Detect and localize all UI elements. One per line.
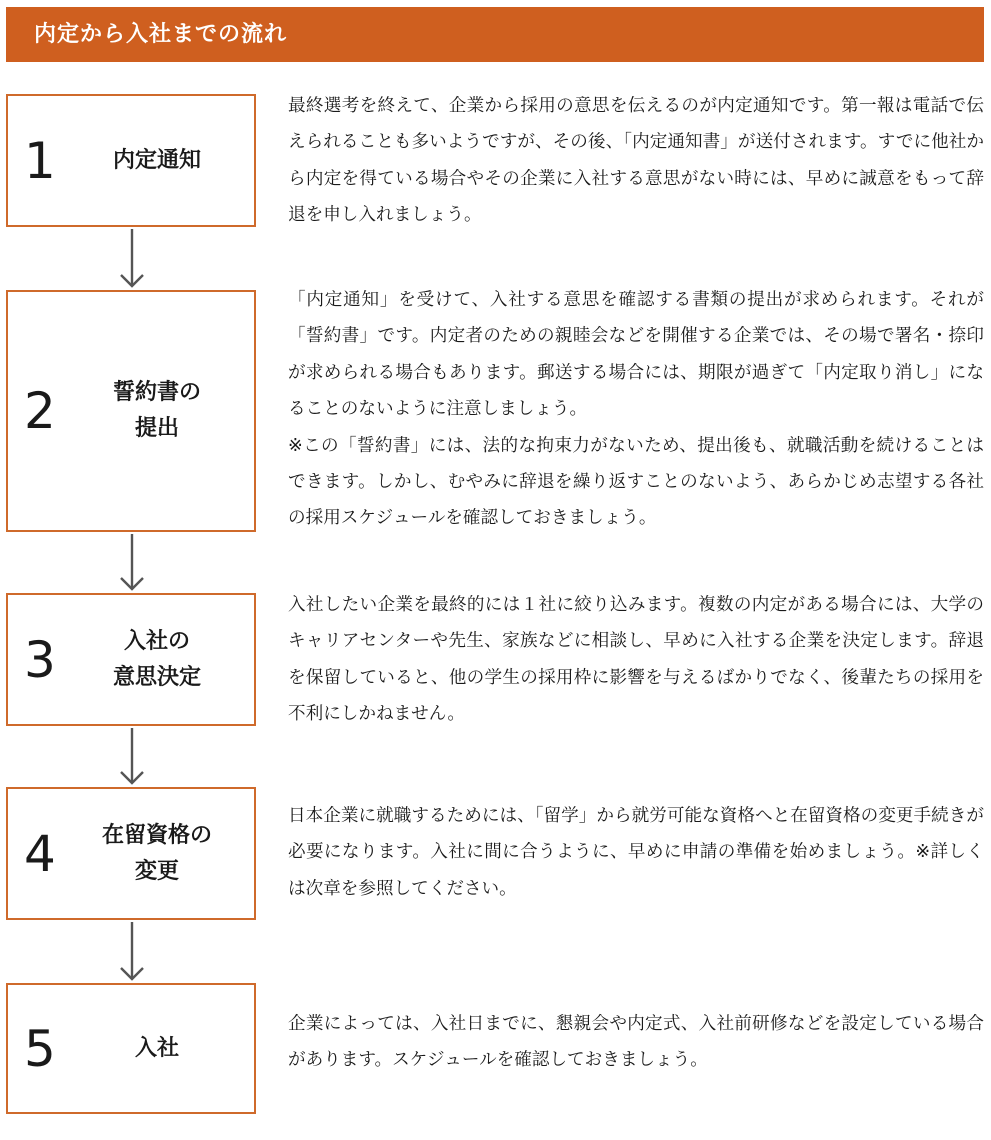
section-title: 内定から入社までの流れ <box>34 22 288 47</box>
step-number: 5 <box>24 1019 56 1078</box>
step-box-5 <box>6 983 256 1114</box>
step-number: 3 <box>24 630 56 689</box>
step-number: 2 <box>24 382 56 440</box>
step-label: 誓約書の 提出 <box>112 380 201 441</box>
step-box-3 <box>6 593 256 726</box>
section-header <box>6 7 984 62</box>
down-arrow-icon <box>119 728 145 786</box>
step-label: 内定通知 <box>112 147 201 173</box>
step-description-4: 日本企業に就職するためには、「留学」から就労可能な資格へと在留資格の変更手続きが必要になります。入社に間に合うように、早めに申請の準備を始めましょう。※詳しくは次章を参照してください。 <box>288 806 984 899</box>
down-arrow-icon <box>119 534 145 592</box>
step-box-2 <box>6 290 256 532</box>
down-arrow-icon <box>119 229 145 289</box>
step-number: 4 <box>24 824 56 883</box>
step-description-3: 入社したい企業を最終的には１社に絞り込みます。複数の内定がある場合には、大学のキャリアセンターや先生、家族などに相談し、早めに入社する企業を決定します。辞退を保留していると、他の学生の採用枠に影響を与えるばかりでなく、後輩たちの採用を不利にしかねません。 <box>288 595 984 725</box>
step-box-4 <box>6 787 256 920</box>
step-description-1: 最終選考を終えて、企業から採用の意思を伝えるのが内定通知です。第一報は電話で伝えられることも多いようですが、その後、「内定通知書」が送付されます。すでに他社から内定を得ている場合やその企業に入社する意思がない時には、早めに誠意をもって辞退を申し入れましょう。 <box>288 96 984 226</box>
step-box-1 <box>6 94 256 227</box>
step-description-5: 企業によっては、入社日までに、懇親会や内定式、入社前研修などを設定している場合があります。スケジュールを確認しておきましょう。 <box>288 1014 984 1071</box>
step-number: 1 <box>24 131 56 190</box>
step-label: 入社の 意思決定 <box>112 628 201 690</box>
step-description-2: 「内定通知」を受けて、入社する意思を確認する書類の提出が求められます。それが「誓約書」です。内定者のための親睦会などを開催する企業では、その場で署名・捺印が求められる場合もあります。郵送する場合には、期限が過ぎて「内定取り消し」になることのないように注意しましょう。 ※この「誓約書」には、法的な拘束力がないため、提出後も、就職活動を続けることはできます。しかし、むやみに辞退を繰り返すことのないよう、あらかじめ志望する各社の採用スケジュールを確認しておきましょう。 <box>288 290 984 529</box>
step-label: 入社 <box>134 1035 179 1061</box>
down-arrow-icon <box>119 922 145 982</box>
step-label: 在留資格の 変更 <box>101 822 212 884</box>
